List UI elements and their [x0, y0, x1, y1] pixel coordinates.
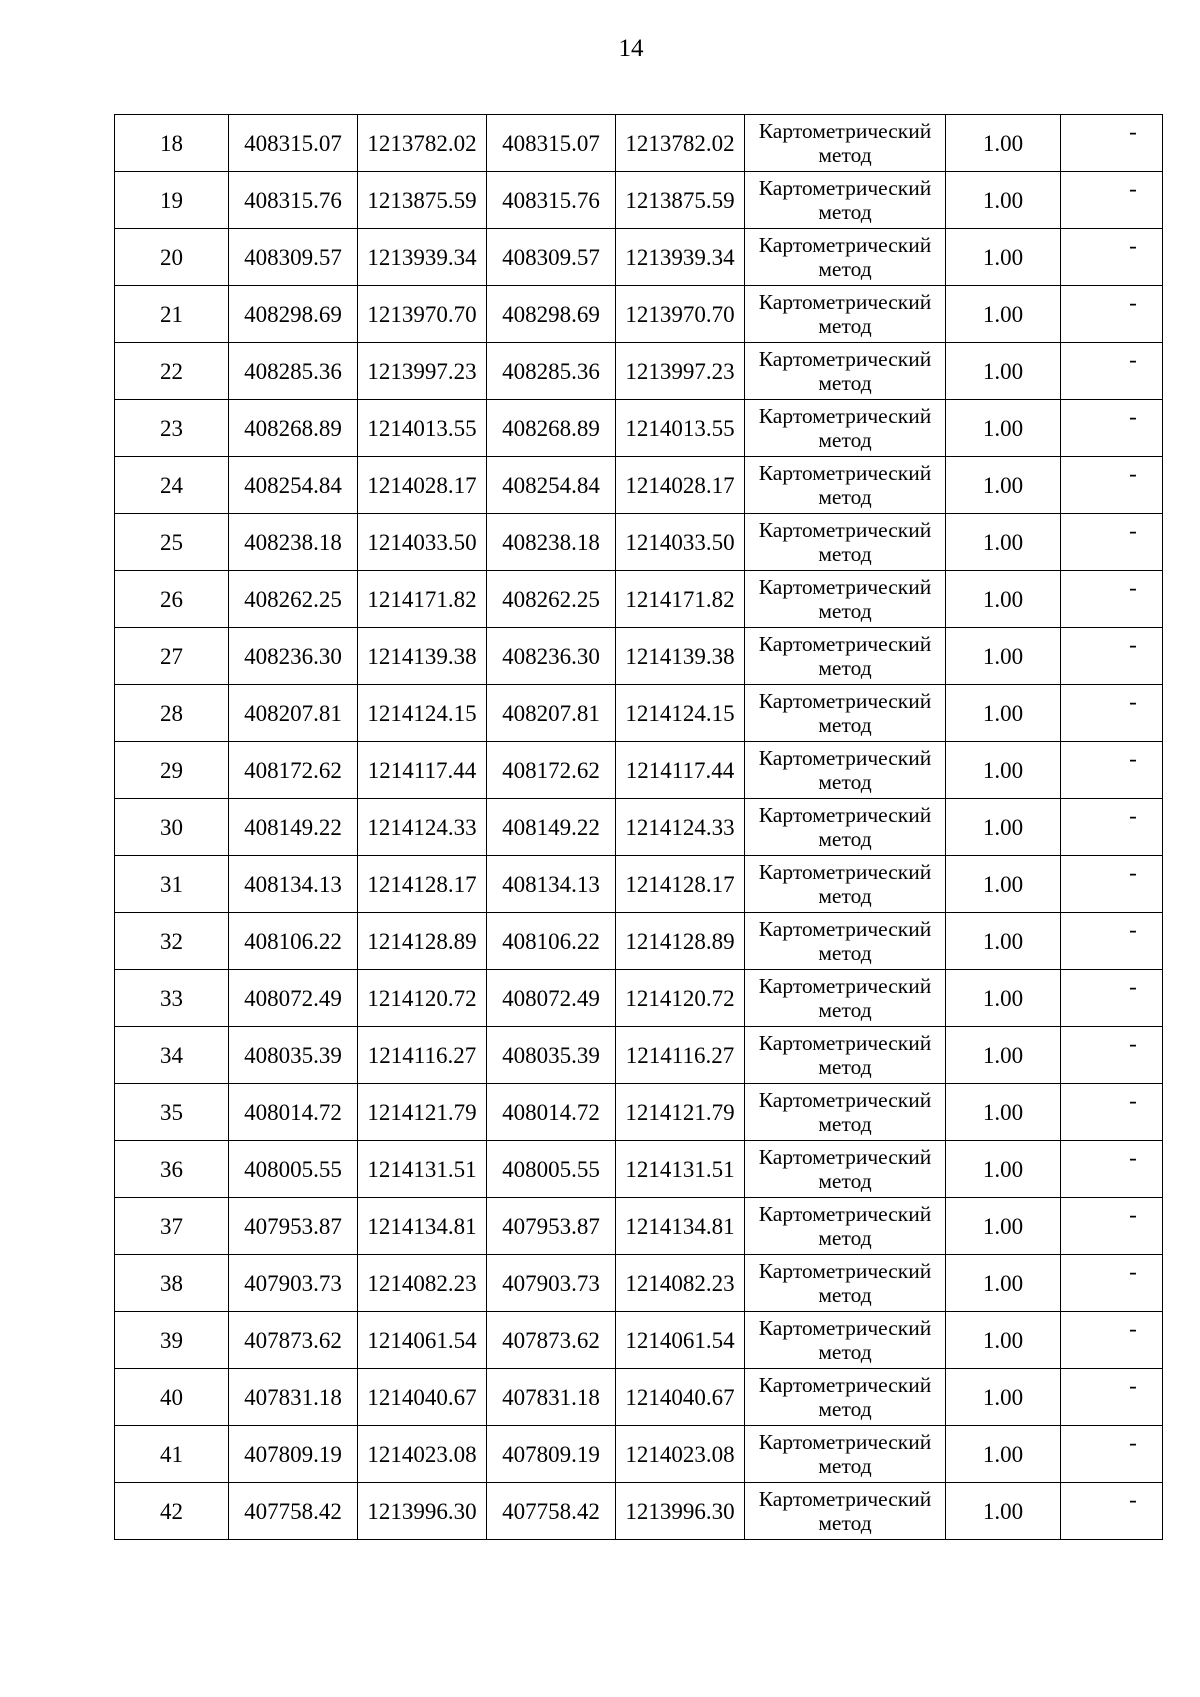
note-cell: -: [1061, 229, 1163, 286]
x-old-cell: 408262.25: [229, 571, 358, 628]
y-new-cell: 1214117.44: [616, 742, 745, 799]
x-new-cell: 408106.22: [487, 913, 616, 970]
y-new-cell: 1214033.50: [616, 514, 745, 571]
note-cell: -: [1061, 1483, 1163, 1540]
method-line-1: Картометрический: [758, 1373, 932, 1397]
x-old-cell: 408298.69: [229, 286, 358, 343]
point-number-cell: 31: [115, 856, 229, 913]
y-old-cell: 1214023.08: [358, 1426, 487, 1483]
y-old-cell: 1214131.51: [358, 1141, 487, 1198]
y-new-cell: 1214128.89: [616, 913, 745, 970]
method-line-2: метод: [818, 770, 872, 794]
table-row: [115, 1027, 1163, 1084]
method-cell: [745, 172, 946, 229]
table-row: [115, 172, 1163, 229]
table-body: [115, 115, 1163, 1540]
method-cell: [745, 1312, 946, 1369]
x-new-cell: 408005.55: [487, 1141, 616, 1198]
y-old-cell: 1214116.27: [358, 1027, 487, 1084]
note-cell: -: [1061, 1141, 1163, 1198]
x-new-cell: 408268.89: [487, 400, 616, 457]
y-old-cell: 1214013.55: [358, 400, 487, 457]
method-cell: [745, 286, 946, 343]
y-new-cell: 1214028.17: [616, 457, 745, 514]
note-cell: -: [1061, 286, 1163, 343]
method-line-2: метод: [818, 713, 872, 737]
method-line-1: Картометрический: [758, 632, 932, 656]
y-old-cell: 1213939.34: [358, 229, 487, 286]
table-row: [115, 685, 1163, 742]
accuracy-cell: 1.00: [946, 742, 1061, 799]
method-line-1: Картометрический: [758, 575, 932, 599]
method-cell: [745, 742, 946, 799]
x-new-cell: 407809.19: [487, 1426, 616, 1483]
method-line-1: Картометрический: [758, 1088, 932, 1112]
x-new-cell: 407953.87: [487, 1198, 616, 1255]
method-line-1: Картометрический: [758, 404, 932, 428]
method-line-1: Картометрический: [758, 974, 932, 998]
y-old-cell: 1214120.72: [358, 970, 487, 1027]
method-line-2: метод: [818, 200, 872, 224]
x-old-cell: 408172.62: [229, 742, 358, 799]
accuracy-cell: 1.00: [946, 286, 1061, 343]
note-cell: -: [1061, 571, 1163, 628]
method-cell: [745, 343, 946, 400]
x-new-cell: 407903.73: [487, 1255, 616, 1312]
table-row: [115, 1369, 1163, 1426]
accuracy-cell: 1.00: [946, 514, 1061, 571]
x-old-cell: 408315.76: [229, 172, 358, 229]
method-line-2: метод: [818, 1283, 872, 1307]
method-line-2: метод: [818, 1169, 872, 1193]
method-line-1: Картометрический: [758, 290, 932, 314]
point-number-cell: 37: [115, 1198, 229, 1255]
method-line-2: метод: [818, 827, 872, 851]
point-number-cell: 28: [115, 685, 229, 742]
y-old-cell: 1214124.33: [358, 799, 487, 856]
point-number-cell: 24: [115, 457, 229, 514]
y-new-cell: 1214139.38: [616, 628, 745, 685]
x-old-cell: 408014.72: [229, 1084, 358, 1141]
note-cell: -: [1061, 1255, 1163, 1312]
y-new-cell: 1214013.55: [616, 400, 745, 457]
x-new-cell: 408262.25: [487, 571, 616, 628]
method-cell: [745, 685, 946, 742]
y-new-cell: 1213970.70: [616, 286, 745, 343]
table-row: [115, 400, 1163, 457]
point-number-cell: 34: [115, 1027, 229, 1084]
point-number-cell: 40: [115, 1369, 229, 1426]
point-number-cell: 20: [115, 229, 229, 286]
method-line-1: Картометрический: [758, 803, 932, 827]
x-old-cell: 407953.87: [229, 1198, 358, 1255]
y-old-cell: 1213970.70: [358, 286, 487, 343]
x-new-cell: 407873.62: [487, 1312, 616, 1369]
x-old-cell: 408072.49: [229, 970, 358, 1027]
method-line-2: метод: [818, 1055, 872, 1079]
method-cell: [745, 229, 946, 286]
table-row: [115, 628, 1163, 685]
y-old-cell: 1213875.59: [358, 172, 487, 229]
note-cell: -: [1061, 1312, 1163, 1369]
method-cell: [745, 913, 946, 970]
note-cell: -: [1061, 1027, 1163, 1084]
point-number-cell: 18: [115, 115, 229, 172]
table-row: [115, 913, 1163, 970]
note-cell: -: [1061, 1198, 1163, 1255]
note-cell: -: [1061, 913, 1163, 970]
note-cell: -: [1061, 685, 1163, 742]
method-line-2: метод: [818, 998, 872, 1022]
y-old-cell: 1214028.17: [358, 457, 487, 514]
y-old-cell: 1214033.50: [358, 514, 487, 571]
x-old-cell: 408309.57: [229, 229, 358, 286]
page-number: 14: [618, 35, 644, 62]
point-number-cell: 32: [115, 913, 229, 970]
point-number-cell: 25: [115, 514, 229, 571]
note-cell: -: [1061, 970, 1163, 1027]
method-line-1: Картометрический: [758, 233, 932, 257]
method-line-1: Картометрический: [758, 689, 932, 713]
y-old-cell: 1214128.89: [358, 913, 487, 970]
y-new-cell: 1214121.79: [616, 1084, 745, 1141]
method-line-1: Картометрический: [758, 1202, 932, 1226]
accuracy-cell: 1.00: [946, 1027, 1061, 1084]
method-line-1: Картометрический: [758, 461, 932, 485]
table-row: [115, 514, 1163, 571]
y-old-cell: 1214082.23: [358, 1255, 487, 1312]
point-number-cell: 22: [115, 343, 229, 400]
x-old-cell: 407903.73: [229, 1255, 358, 1312]
y-new-cell: 1213939.34: [616, 229, 745, 286]
method-line-1: Картометрический: [758, 746, 932, 770]
y-old-cell: 1214134.81: [358, 1198, 487, 1255]
y-new-cell: 1214082.23: [616, 1255, 745, 1312]
method-line-1: Картометрический: [758, 917, 932, 941]
x-old-cell: 408134.13: [229, 856, 358, 913]
x-new-cell: 408285.36: [487, 343, 616, 400]
point-number-cell: 19: [115, 172, 229, 229]
y-new-cell: 1214116.27: [616, 1027, 745, 1084]
x-old-cell: 408285.36: [229, 343, 358, 400]
method-cell: [745, 514, 946, 571]
point-number-cell: 23: [115, 400, 229, 457]
method-line-2: метод: [818, 941, 872, 965]
method-line-2: метод: [818, 1454, 872, 1478]
y-new-cell: 1213782.02: [616, 115, 745, 172]
method-cell: [745, 1141, 946, 1198]
note-cell: -: [1061, 514, 1163, 571]
table-row: [115, 1483, 1163, 1540]
y-new-cell: 1214134.81: [616, 1198, 745, 1255]
point-number-cell: 21: [115, 286, 229, 343]
method-line-2: метод: [818, 1397, 872, 1421]
method-cell: [745, 628, 946, 685]
accuracy-cell: 1.00: [946, 628, 1061, 685]
point-number-cell: 42: [115, 1483, 229, 1540]
x-new-cell: 408014.72: [487, 1084, 616, 1141]
method-line-2: метод: [818, 485, 872, 509]
point-number-cell: 35: [115, 1084, 229, 1141]
x-new-cell: 408134.13: [487, 856, 616, 913]
note-cell: -: [1061, 1426, 1163, 1483]
x-new-cell: 408149.22: [487, 799, 616, 856]
accuracy-cell: 1.00: [946, 1198, 1061, 1255]
method-cell: [745, 115, 946, 172]
x-old-cell: 408005.55: [229, 1141, 358, 1198]
x-new-cell: 408298.69: [487, 286, 616, 343]
method-cell: [745, 1369, 946, 1426]
accuracy-cell: 1.00: [946, 1084, 1061, 1141]
accuracy-cell: 1.00: [946, 799, 1061, 856]
method-line-1: Картометрический: [758, 1259, 932, 1283]
method-line-1: Картометрический: [758, 1316, 932, 1340]
method-line-2: метод: [818, 599, 872, 623]
x-old-cell: 408236.30: [229, 628, 358, 685]
method-line-1: Картометрический: [758, 176, 932, 200]
x-old-cell: 407873.62: [229, 1312, 358, 1369]
y-new-cell: 1214124.15: [616, 685, 745, 742]
method-line-1: Картометрический: [758, 1031, 932, 1055]
y-new-cell: 1214171.82: [616, 571, 745, 628]
method-line-2: метод: [818, 314, 872, 338]
note-cell: -: [1061, 343, 1163, 400]
method-cell: [745, 1198, 946, 1255]
x-new-cell: 407831.18: [487, 1369, 616, 1426]
point-number-cell: 38: [115, 1255, 229, 1312]
y-new-cell: 1213997.23: [616, 343, 745, 400]
x-new-cell: 408254.84: [487, 457, 616, 514]
x-old-cell: 408149.22: [229, 799, 358, 856]
accuracy-cell: 1.00: [946, 685, 1061, 742]
x-new-cell: 408238.18: [487, 514, 616, 571]
point-number-cell: 30: [115, 799, 229, 856]
point-number-cell: 39: [115, 1312, 229, 1369]
accuracy-cell: 1.00: [946, 1255, 1061, 1312]
table-row: [115, 856, 1163, 913]
method-line-1: Картометрический: [758, 1145, 932, 1169]
y-new-cell: 1214128.17: [616, 856, 745, 913]
table-row: [115, 286, 1163, 343]
method-cell: [745, 1255, 946, 1312]
accuracy-cell: 1.00: [946, 1483, 1061, 1540]
method-line-1: Картометрический: [758, 860, 932, 884]
method-line-2: метод: [818, 257, 872, 281]
accuracy-cell: 1.00: [946, 1141, 1061, 1198]
y-old-cell: 1214124.15: [358, 685, 487, 742]
y-new-cell: 1214023.08: [616, 1426, 745, 1483]
y-new-cell: 1214061.54: [616, 1312, 745, 1369]
y-old-cell: 1213996.30: [358, 1483, 487, 1540]
x-new-cell: 408072.49: [487, 970, 616, 1027]
note-cell: -: [1061, 628, 1163, 685]
point-number-cell: 36: [115, 1141, 229, 1198]
note-cell: -: [1061, 742, 1163, 799]
x-new-cell: 408315.76: [487, 172, 616, 229]
y-old-cell: 1213782.02: [358, 115, 487, 172]
table-row: [115, 115, 1163, 172]
table-row: [115, 457, 1163, 514]
accuracy-cell: 1.00: [946, 343, 1061, 400]
y-new-cell: 1214131.51: [616, 1141, 745, 1198]
note-cell: -: [1061, 172, 1163, 229]
x-old-cell: 408207.81: [229, 685, 358, 742]
table-row: [115, 571, 1163, 628]
method-cell: [745, 970, 946, 1027]
method-line-2: метод: [818, 371, 872, 395]
method-line-1: Картометрический: [758, 1487, 932, 1511]
accuracy-cell: 1.00: [946, 229, 1061, 286]
y-old-cell: 1214061.54: [358, 1312, 487, 1369]
method-line-1: Картометрический: [758, 1430, 932, 1454]
table-row: [115, 1426, 1163, 1483]
method-cell: [745, 400, 946, 457]
x-old-cell: 407831.18: [229, 1369, 358, 1426]
table-row: [115, 970, 1163, 1027]
table-row: [115, 1084, 1163, 1141]
point-number-cell: 26: [115, 571, 229, 628]
x-old-cell: 408315.07: [229, 115, 358, 172]
table-row: [115, 1141, 1163, 1198]
accuracy-cell: 1.00: [946, 970, 1061, 1027]
coordinates-table: [114, 114, 1163, 1540]
accuracy-cell: 1.00: [946, 115, 1061, 172]
note-cell: -: [1061, 115, 1163, 172]
table-row: [115, 1312, 1163, 1369]
x-new-cell: 408315.07: [487, 115, 616, 172]
method-line-1: Картометрический: [758, 518, 932, 542]
note-cell: -: [1061, 400, 1163, 457]
method-cell: [745, 457, 946, 514]
method-cell: [745, 571, 946, 628]
method-line-2: метод: [818, 1511, 872, 1535]
x-old-cell: 408254.84: [229, 457, 358, 514]
y-old-cell: 1214121.79: [358, 1084, 487, 1141]
accuracy-cell: 1.00: [946, 1312, 1061, 1369]
x-old-cell: 407758.42: [229, 1483, 358, 1540]
x-new-cell: 408309.57: [487, 229, 616, 286]
y-old-cell: 1214117.44: [358, 742, 487, 799]
x-new-cell: 407758.42: [487, 1483, 616, 1540]
accuracy-cell: 1.00: [946, 1369, 1061, 1426]
accuracy-cell: 1.00: [946, 457, 1061, 514]
note-cell: -: [1061, 799, 1163, 856]
x-new-cell: 408207.81: [487, 685, 616, 742]
method-cell: [745, 856, 946, 913]
y-old-cell: 1214171.82: [358, 571, 487, 628]
x-old-cell: 407809.19: [229, 1426, 358, 1483]
table-row: [115, 229, 1163, 286]
accuracy-cell: 1.00: [946, 172, 1061, 229]
y-old-cell: 1213997.23: [358, 343, 487, 400]
x-old-cell: 408106.22: [229, 913, 358, 970]
x-new-cell: 408236.30: [487, 628, 616, 685]
x-old-cell: 408035.39: [229, 1027, 358, 1084]
note-cell: -: [1061, 1369, 1163, 1426]
method-line-2: метод: [818, 428, 872, 452]
method-line-1: Картометрический: [758, 347, 932, 371]
y-old-cell: 1214139.38: [358, 628, 487, 685]
x-new-cell: 408172.62: [487, 742, 616, 799]
accuracy-cell: 1.00: [946, 400, 1061, 457]
point-number-cell: 41: [115, 1426, 229, 1483]
table-row: [115, 799, 1163, 856]
note-cell: -: [1061, 856, 1163, 913]
y-old-cell: 1214128.17: [358, 856, 487, 913]
method-line-2: метод: [818, 143, 872, 167]
table-row: [115, 1255, 1163, 1312]
method-line-2: метод: [818, 1112, 872, 1136]
accuracy-cell: 1.00: [946, 856, 1061, 913]
method-cell: [745, 1027, 946, 1084]
accuracy-cell: 1.00: [946, 1426, 1061, 1483]
table-row: [115, 742, 1163, 799]
method-line-1: Картометрический: [758, 119, 932, 143]
y-new-cell: 1213875.59: [616, 172, 745, 229]
method-line-2: метод: [818, 656, 872, 680]
method-cell: [745, 1084, 946, 1141]
point-number-cell: 33: [115, 970, 229, 1027]
x-new-cell: 408035.39: [487, 1027, 616, 1084]
method-line-2: метод: [818, 1340, 872, 1364]
table-row: [115, 343, 1163, 400]
y-new-cell: 1214040.67: [616, 1369, 745, 1426]
note-cell: -: [1061, 1084, 1163, 1141]
y-new-cell: 1214120.72: [616, 970, 745, 1027]
accuracy-cell: 1.00: [946, 571, 1061, 628]
point-number-cell: 29: [115, 742, 229, 799]
accuracy-cell: 1.00: [946, 913, 1061, 970]
method-line-2: метод: [818, 1226, 872, 1250]
method-cell: [745, 799, 946, 856]
y-old-cell: 1214040.67: [358, 1369, 487, 1426]
method-cell: [745, 1426, 946, 1483]
method-cell: [745, 1483, 946, 1540]
table-row: [115, 1198, 1163, 1255]
y-new-cell: 1213996.30: [616, 1483, 745, 1540]
point-number-cell: 27: [115, 628, 229, 685]
x-old-cell: 408268.89: [229, 400, 358, 457]
note-cell: -: [1061, 457, 1163, 514]
method-line-2: метод: [818, 542, 872, 566]
x-old-cell: 408238.18: [229, 514, 358, 571]
method-line-2: метод: [818, 884, 872, 908]
y-new-cell: 1214124.33: [616, 799, 745, 856]
